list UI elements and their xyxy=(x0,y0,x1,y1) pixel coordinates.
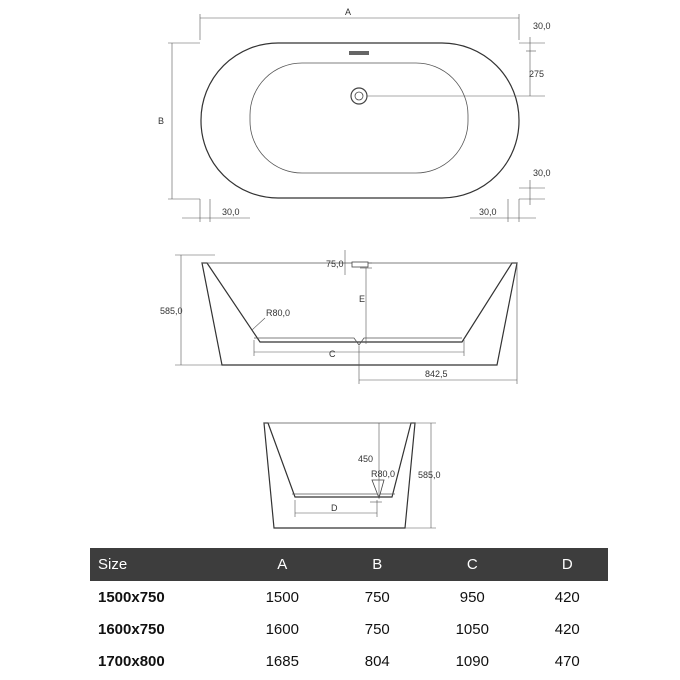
d-cell: 420 xyxy=(554,588,580,606)
tub-side-outline xyxy=(202,263,517,365)
side-view xyxy=(160,250,517,384)
b-cell: 750 xyxy=(364,620,390,638)
table-row xyxy=(90,581,608,613)
dim-bottom-left: 30,0 xyxy=(222,207,240,217)
d-cell: 420 xyxy=(554,620,580,638)
header-b: B xyxy=(337,548,418,581)
table-row xyxy=(90,645,608,677)
dim-end-height: 585,0 xyxy=(418,470,441,480)
tub-outer-rim xyxy=(201,43,519,198)
d-cell: 470 xyxy=(554,652,580,670)
c-cell: 1090 xyxy=(455,652,489,670)
label-c: C xyxy=(329,349,336,359)
a-cell: 1685 xyxy=(265,652,299,670)
header-c: C xyxy=(418,548,527,581)
header-size: Size xyxy=(90,548,228,581)
dim-side-height: 585,0 xyxy=(160,306,183,316)
b-cell: 750 xyxy=(364,588,390,606)
overflow-slot xyxy=(349,51,369,55)
table-row xyxy=(90,613,608,645)
end-view xyxy=(264,423,441,528)
a-cell: 1600 xyxy=(265,620,299,638)
table-header-row xyxy=(90,548,608,581)
end-drain xyxy=(372,480,384,498)
dim-side-radius: R80,0 xyxy=(266,308,291,318)
tub-inner-basin xyxy=(250,63,468,173)
size-cell: 1600x750 xyxy=(98,620,165,638)
top-view xyxy=(158,7,551,222)
size-cell: 1500x750 xyxy=(98,588,165,606)
c-cell: 950 xyxy=(459,588,485,606)
size-cell: 1700x800 xyxy=(98,652,165,670)
header-a: A xyxy=(228,548,337,581)
dim-drain: 275 xyxy=(529,69,545,79)
dim-bottom-right-2: 30,0 xyxy=(479,207,497,217)
b-cell: 804 xyxy=(364,652,390,670)
label-a: A xyxy=(345,7,352,17)
dim-overflow: 75,0 xyxy=(326,259,344,269)
dim-450: 450 xyxy=(358,454,374,464)
label-e: E xyxy=(359,294,366,304)
dim-bottom-right: 30,0 xyxy=(533,168,551,178)
header-d: D xyxy=(527,548,608,581)
dim-end-radius: R80,0 xyxy=(371,469,396,479)
dim-top-right: 30,0 xyxy=(533,21,551,31)
label-b: B xyxy=(158,116,165,126)
a-cell: 1500 xyxy=(265,588,299,606)
label-d: D xyxy=(331,503,338,513)
c-cell: 1050 xyxy=(455,620,489,638)
size-table xyxy=(90,548,608,677)
dim-half-length: 842,5 xyxy=(425,369,448,379)
